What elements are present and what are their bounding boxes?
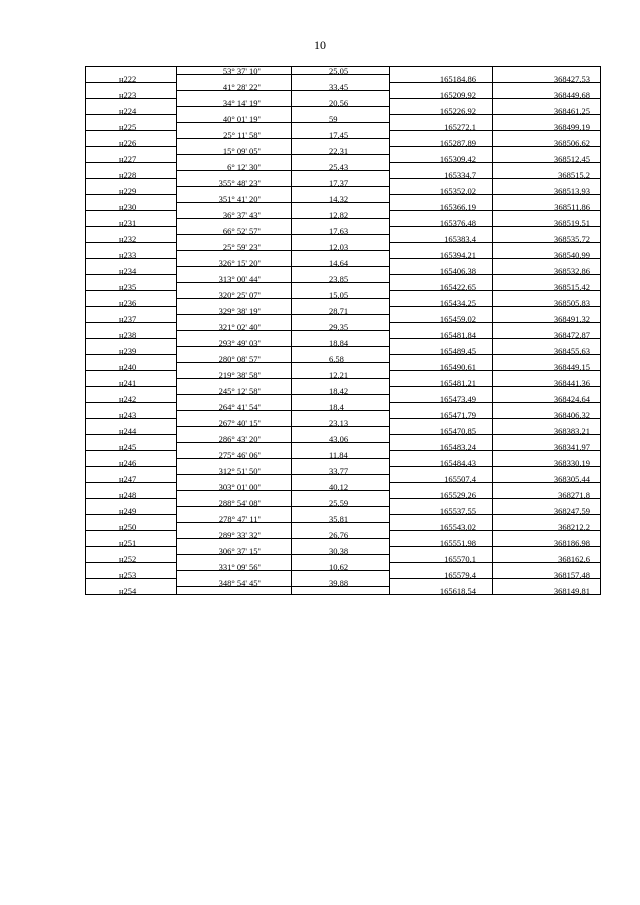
segment-row (86, 195, 601, 203)
angle-cell: 313° 00' 44" (177, 275, 292, 283)
y-coordinate-cell: 368461,25 (493, 107, 601, 115)
y-coordinate-cell: 368472,87 (493, 331, 601, 339)
distance-cell: 33,45 (292, 83, 390, 91)
distance-cell: 59 (292, 115, 390, 123)
distance-cell-empty (292, 587, 390, 595)
y-coordinate-cell: 368441,36 (493, 379, 601, 387)
y-coordinate-cell: 368427,53 (493, 75, 601, 83)
x-cell-empty (390, 547, 493, 555)
angle-cell: 351° 41' 20" (177, 195, 292, 203)
y-coordinate-cell: 368505,83 (493, 299, 601, 307)
distance-cell: 28,71 (292, 307, 390, 315)
angle-cell: 40° 01' 19" (177, 115, 292, 123)
x-coordinate-cell: 165422,65 (390, 283, 493, 291)
point-name-cell: н223 (86, 91, 177, 99)
segment-row (86, 307, 601, 315)
point-name-cell: н249 (86, 507, 177, 515)
point-name-cell: н227 (86, 155, 177, 163)
x-coordinate-cell: 165529,26 (390, 491, 493, 499)
point-name-cell: н251 (86, 539, 177, 547)
y-coordinate-cell: 368532,86 (493, 267, 601, 275)
y-coordinate-cell: 368449,15 (493, 363, 601, 371)
distance-cell: 23,85 (292, 275, 390, 283)
y-coordinate-cell: 368519,51 (493, 219, 601, 227)
x-coordinate-cell: 165334,7 (390, 171, 493, 179)
y-coordinate-cell: 368540,99 (493, 251, 601, 259)
y-coordinate-cell: 368513,93 (493, 187, 601, 195)
segment-row (86, 227, 601, 235)
point-name-cell: н250 (86, 523, 177, 531)
angle-cell: 306° 37' 15" (177, 547, 292, 555)
x-coordinate-cell: 165473,49 (390, 395, 493, 403)
distance-cell: 10,62 (292, 563, 390, 571)
angle-cell: 66° 52' 57" (177, 227, 292, 235)
angle-cell: 25° 11' 58" (177, 131, 292, 139)
distance-cell: 11,84 (292, 451, 390, 459)
x-coordinate-cell: 165490,61 (390, 363, 493, 371)
point-name-cell: н245 (86, 443, 177, 451)
x-coordinate-cell: 165394,21 (390, 251, 493, 259)
angle-cell: 303° 01' 00" (177, 483, 292, 491)
distance-cell: 26,76 (292, 531, 390, 539)
angle-cell: 278° 47' 11" (177, 515, 292, 523)
x-coordinate-cell: 165483,24 (390, 443, 493, 451)
point-name-cell: н230 (86, 203, 177, 211)
segment-row (86, 403, 601, 411)
x-coordinate-cell: 165618,54 (390, 587, 493, 595)
x-coordinate-cell: 165537,55 (390, 507, 493, 515)
distance-cell: 35,81 (292, 515, 390, 523)
x-coordinate-cell: 165489,45 (390, 347, 493, 355)
segment-row (86, 563, 601, 571)
segment-row (86, 131, 601, 139)
point-name-cell: н225 (86, 123, 177, 131)
segment-row (86, 83, 601, 91)
y-coordinate-cell: 368330,19 (493, 459, 601, 467)
x-coordinate-cell: 165383,4 (390, 235, 493, 243)
point-name-cell: н254 (86, 587, 177, 595)
point-name-cell: н248 (86, 491, 177, 499)
x-cell-empty (390, 163, 493, 171)
point-name-cell: н222 (86, 75, 177, 83)
x-cell-empty (390, 115, 493, 123)
angle-cell: 355° 48' 23" (177, 179, 292, 187)
angle-cell: 219° 38' 58" (177, 371, 292, 379)
y-coordinate-cell: 368157,48 (493, 571, 601, 579)
angle-cell-empty (177, 587, 292, 595)
point-name-cell: н226 (86, 139, 177, 147)
y-coordinate-cell: 368515,2 (493, 171, 601, 179)
angle-cell: 286° 43' 20" (177, 435, 292, 443)
x-coordinate-cell: 165184,86 (390, 75, 493, 83)
point-row (86, 107, 601, 115)
distance-cell: 17,63 (292, 227, 390, 235)
x-coordinate-cell: 165352,02 (390, 187, 493, 195)
point-name-cell: н236 (86, 299, 177, 307)
distance-cell: 43,06 (292, 435, 390, 443)
x-coordinate-cell: 165406,38 (390, 267, 493, 275)
segment-row (86, 67, 601, 75)
x-coordinate-cell: 165481,21 (390, 379, 493, 387)
distance-cell: 30,38 (292, 547, 390, 555)
angle-cell: 288° 54' 08" (177, 499, 292, 507)
y-coordinate-cell: 368383,21 (493, 427, 601, 435)
distance-cell: 18,42 (292, 387, 390, 395)
x-coordinate-cell: 165376,48 (390, 219, 493, 227)
point-name-cell: н231 (86, 219, 177, 227)
segment-row (86, 371, 601, 379)
distance-cell: 15,05 (292, 291, 390, 299)
x-coordinate-cell: 165272,1 (390, 123, 493, 131)
segment-row (86, 435, 601, 443)
point-name-cell: н232 (86, 235, 177, 243)
y-coordinate-cell: 368186,98 (493, 539, 601, 547)
segment-row (86, 211, 601, 219)
distance-cell: 14,32 (292, 195, 390, 203)
y-coordinate-cell: 368149,81 (493, 587, 601, 595)
x-coordinate-cell: 165209,92 (390, 91, 493, 99)
x-coordinate-cell: 165543,02 (390, 523, 493, 531)
y-coordinate-cell: 368305,44 (493, 475, 601, 483)
x-coordinate-cell: 165570,1 (390, 555, 493, 563)
angle-cell: 6° 12' 30" (177, 163, 292, 171)
segment-row (86, 339, 601, 347)
point-name-cell: н224 (86, 107, 177, 115)
x-coordinate-cell: 165287,89 (390, 139, 493, 147)
angle-cell: 331° 09' 56" (177, 563, 292, 571)
point-name-cell: н240 (86, 363, 177, 371)
point-name-cell: н237 (86, 315, 177, 323)
y-coordinate-cell: 368535,72 (493, 235, 601, 243)
x-coordinate-cell: 165459,02 (390, 315, 493, 323)
distance-cell: 6,58 (292, 355, 390, 363)
x-coordinate-cell: 165470,85 (390, 427, 493, 435)
segment-row (86, 323, 601, 331)
segment-row (86, 355, 601, 363)
segment-row (86, 275, 601, 283)
x-coordinate-cell: 165309,42 (390, 155, 493, 163)
distance-cell: 14,64 (292, 259, 390, 267)
angle-cell: 280° 08' 57" (177, 355, 292, 363)
segment-row (86, 451, 601, 459)
y-coordinate-cell: 368424,64 (493, 395, 601, 403)
angle-cell: 34° 14' 19" (177, 99, 292, 107)
y-coordinate-cell: 368499,19 (493, 123, 601, 131)
segment-row (86, 115, 601, 123)
segment-row (86, 515, 601, 523)
point-name-cell: н243 (86, 411, 177, 419)
angle-cell: 53° 37' 10" (177, 67, 292, 75)
point-name-cell: н252 (86, 555, 177, 563)
x-coordinate-cell: 165507,4 (390, 475, 493, 483)
point-name-cell: н247 (86, 475, 177, 483)
distance-cell: 17,45 (292, 131, 390, 139)
x-coordinate-cell: 165366,19 (390, 203, 493, 211)
point-name-cell: н235 (86, 283, 177, 291)
x-cell-empty (390, 467, 493, 475)
x-coordinate-cell: 165481,84 (390, 331, 493, 339)
point-name-cell: н244 (86, 427, 177, 435)
page-number: 10 (314, 38, 326, 52)
distance-cell: 39,88 (292, 579, 390, 587)
distance-cell: 20,56 (292, 99, 390, 107)
point-name-cell: н238 (86, 331, 177, 339)
segment-row (86, 499, 601, 507)
segment-row (86, 547, 601, 555)
point-name-cell: н233 (86, 251, 177, 259)
angle-cell: 289° 33' 32" (177, 531, 292, 539)
angle-cell: 293° 49' 03" (177, 339, 292, 347)
y-coordinate-cell: 368512,45 (493, 155, 601, 163)
x-coordinate-cell: 165551,98 (390, 539, 493, 547)
coordinates-table (85, 66, 601, 595)
distance-cell: 17,37 (292, 179, 390, 187)
distance-cell: 12,03 (292, 243, 390, 251)
angle-cell: 41° 28' 22" (177, 83, 292, 91)
x-coordinate-cell: 165226,92 (390, 107, 493, 115)
angle-cell: 36° 37' 43" (177, 211, 292, 219)
y-coordinate-cell: 368491,32 (493, 315, 601, 323)
angle-cell: 312° 51' 50" (177, 467, 292, 475)
angle-cell: 320° 25' 07" (177, 291, 292, 299)
distance-cell: 22,31 (292, 147, 390, 155)
distance-cell: 18,84 (292, 339, 390, 347)
segment-row (86, 179, 601, 187)
distance-cell: 40,12 (292, 483, 390, 491)
y-coordinate-cell: 368506,62 (493, 139, 601, 147)
distance-cell-empty (292, 107, 390, 115)
y-coordinate-cell: 368511,86 (493, 203, 601, 211)
distance-cell: 23,13 (292, 419, 390, 427)
distance-cell: 12,82 (292, 211, 390, 219)
angle-cell: 275° 46' 06" (177, 451, 292, 459)
point-name-cell: н241 (86, 379, 177, 387)
distance-cell: 25,05 (292, 67, 390, 75)
segment-row (86, 259, 601, 267)
point-name-cell: н242 (86, 395, 177, 403)
distance-cell: 18,4 (292, 403, 390, 411)
segment-row (86, 163, 601, 171)
y-coordinate-cell: 368271,8 (493, 491, 601, 499)
x-coordinate-cell: 165434,25 (390, 299, 493, 307)
y-coordinate-cell: 368212,2 (493, 523, 601, 531)
distance-cell: 25,59 (292, 499, 390, 507)
y-coordinate-cell: 368341,97 (493, 443, 601, 451)
angle-cell: 321° 02' 40" (177, 323, 292, 331)
x-coordinate-cell: 165484,43 (390, 459, 493, 467)
segment-row (86, 291, 601, 299)
y-coordinate-cell: 368162,6 (493, 555, 601, 563)
segment-row (86, 243, 601, 251)
y-coordinate-cell: 368247,59 (493, 507, 601, 515)
angle-cell: 329° 38' 19" (177, 307, 292, 315)
angle-cell: 15° 09' 05" (177, 147, 292, 155)
y-coordinate-cell: 368449,68 (493, 91, 601, 99)
segment-row (86, 419, 601, 427)
y-coordinate-cell: 368406,32 (493, 411, 601, 419)
x-cell-empty (390, 227, 493, 235)
point-name-cell: н239 (86, 347, 177, 355)
point-name-cell: н234 (86, 267, 177, 275)
x-coordinate-cell: 165579,4 (390, 571, 493, 579)
segment-row (86, 387, 601, 395)
angle-cell: 264° 41' 54" (177, 403, 292, 411)
distance-cell: 12,21 (292, 371, 390, 379)
segment-row (86, 99, 601, 107)
segment-row (86, 467, 601, 475)
point-name-cell: н246 (86, 459, 177, 467)
point-row (86, 587, 601, 595)
x-cell-empty (390, 563, 493, 571)
angle-cell: 245° 12' 58" (177, 387, 292, 395)
angle-cell: 348° 54' 45" (177, 579, 292, 587)
segment-row (86, 531, 601, 539)
point-name-cell: н253 (86, 571, 177, 579)
y-coordinate-cell: 368455,63 (493, 347, 601, 355)
angle-cell: 326° 15' 20" (177, 259, 292, 267)
distance-cell: 33,77 (292, 467, 390, 475)
segment-row (86, 483, 601, 491)
x-coordinate-cell: 165471,79 (390, 411, 493, 419)
distance-cell: 29,35 (292, 323, 390, 331)
angle-cell: 267° 40' 15" (177, 419, 292, 427)
angle-cell: 25° 59' 23" (177, 243, 292, 251)
point-name-cell: н229 (86, 187, 177, 195)
distance-cell: 25,43 (292, 163, 390, 171)
point-name-cell: н228 (86, 171, 177, 179)
y-coordinate-cell: 368515,42 (493, 283, 601, 291)
segment-row (86, 579, 601, 587)
segment-row (86, 147, 601, 155)
